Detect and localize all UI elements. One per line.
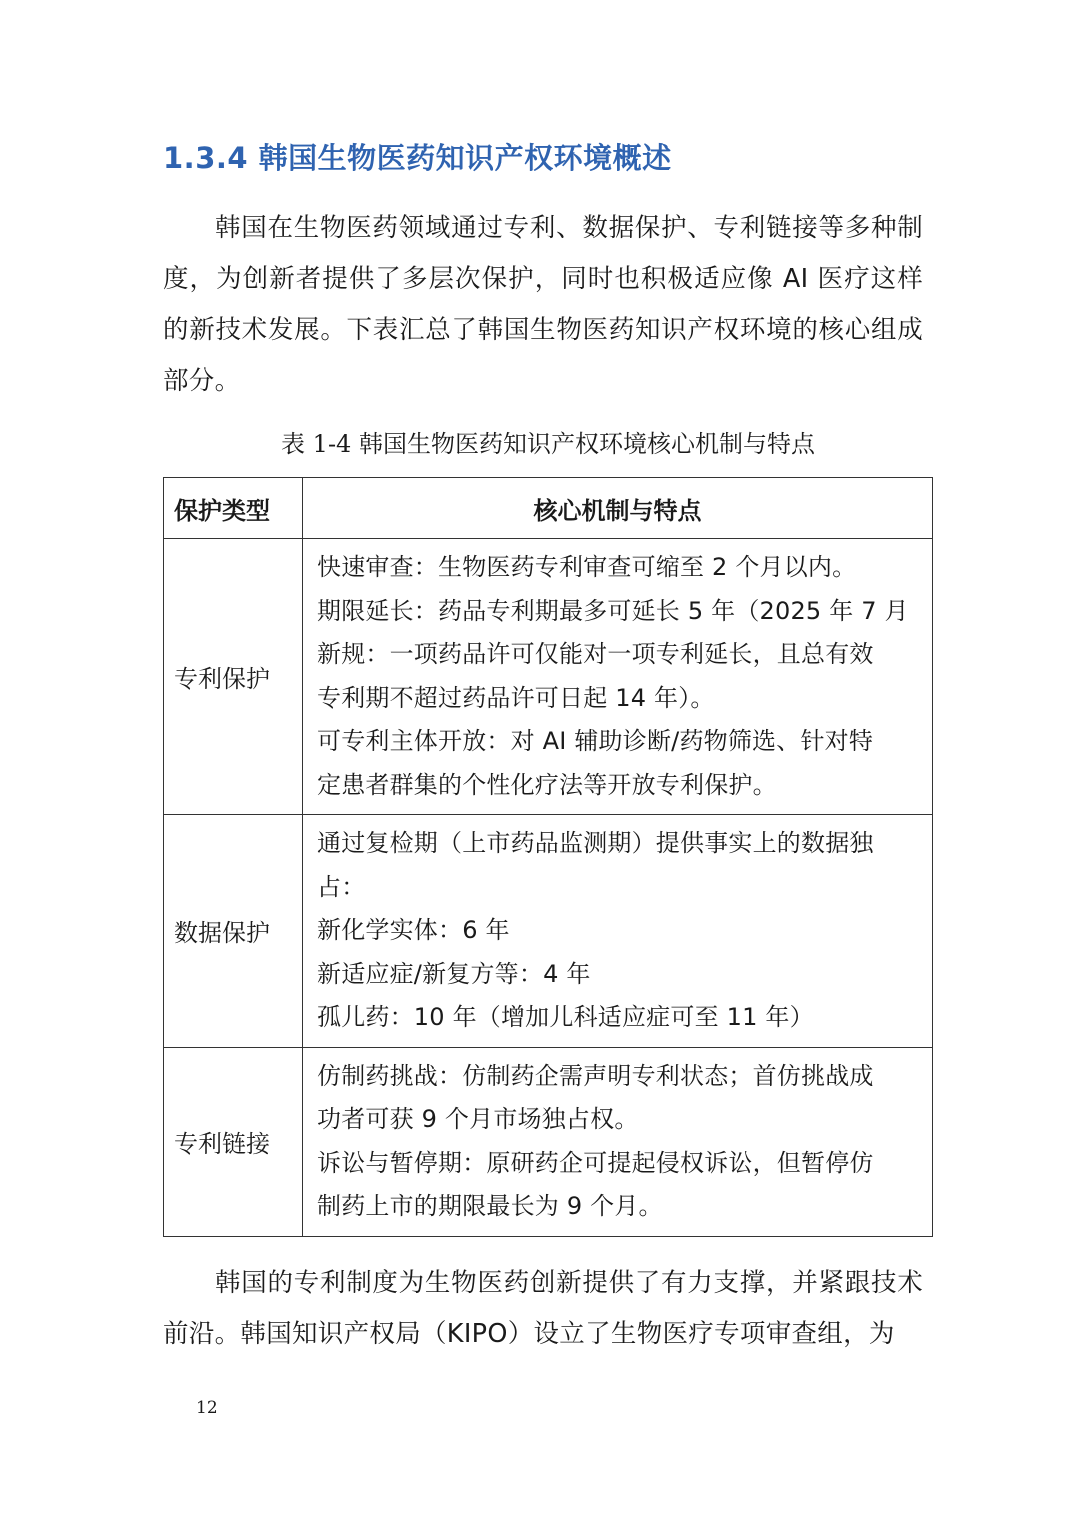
desc-line: 诉讼与暂停期：原研药企可提起侵权诉讼，但暂停仿 xyxy=(317,1148,874,1177)
desc-line: 通过复检期（上市药品监测期）提供事实上的数据独 xyxy=(317,829,874,857)
table-header-row xyxy=(164,478,933,539)
row-desc-data xyxy=(303,815,933,1048)
desc-line: 期限延长：药品专利期最多可延长 5 年（2025 年 7 月 xyxy=(317,596,909,625)
row-type-linkage: 专利链接 xyxy=(164,1047,303,1236)
desc-line: 新适应症/新复方等：4 年 xyxy=(317,959,591,988)
desc-line: 功者可获 9 个月市场独占权。 xyxy=(317,1105,639,1133)
ip-protection-table xyxy=(163,477,933,1237)
table-row xyxy=(164,1047,933,1236)
desc-line: 制药上市的期限最长为 9 个月。 xyxy=(317,1192,663,1220)
desc-line: 仿制药挑战：仿制药企需声明专利状态；首仿挑战成 xyxy=(317,1061,874,1090)
table-row xyxy=(164,815,933,1048)
row-desc-patent xyxy=(303,539,933,815)
desc-line: 占： xyxy=(317,872,366,901)
desc-line: 新化学实体：6 年 xyxy=(317,916,510,944)
desc-line: 孤儿药：10 年（增加儿科适应症可至 11 年） xyxy=(317,1003,814,1031)
header-protection-type: 保护类型 xyxy=(164,478,303,539)
intro-paragraph: 韩国在生物医药领域通过专利、数据保护、专利链接等多种制度，为创新者提供了多层次保护，同时也积极适应像 AI 医疗这样的新技术发展。下表汇总了韩国生物医药知识产权环境的核心组成部分。 xyxy=(163,213,923,396)
desc-line: 可专利主体开放：对 AI 辅助诊断/药物筛选、针对特 xyxy=(317,727,874,755)
desc-line: 专利期不超过药品许可日起 14 年）。 xyxy=(317,683,715,712)
closing-paragraph: 韩国的专利制度为生物医药创新提供了有力支撑，并紧跟技术前沿。韩国知识产权局（KIPO）设立了生物医疗专项审查组，为 xyxy=(163,1268,923,1349)
row-type-patent: 专利保护 xyxy=(164,539,303,815)
desc-line: 快速审查：生物医药专利审查可缩至 2 个月以内。 xyxy=(317,553,857,581)
desc-line: 新规：一项药品许可仅能对一项专利延长，且总有效 xyxy=(317,640,874,668)
table-caption: 表 1-4 韩国生物医药知识产权环境核心机制与特点 xyxy=(281,430,815,458)
page-number: 12 xyxy=(196,1398,218,1418)
row-type-data: 数据保护 xyxy=(164,815,303,1048)
table-row xyxy=(164,539,933,815)
section-heading: 1.3.4 韩国生物医药知识产权环境概述 xyxy=(163,141,672,175)
row-desc-linkage xyxy=(303,1047,933,1236)
header-core-mechanism: 核心机制与特点 xyxy=(303,478,933,539)
desc-line: 定患者群集的个性化疗法等开放专利保护。 xyxy=(317,770,777,799)
